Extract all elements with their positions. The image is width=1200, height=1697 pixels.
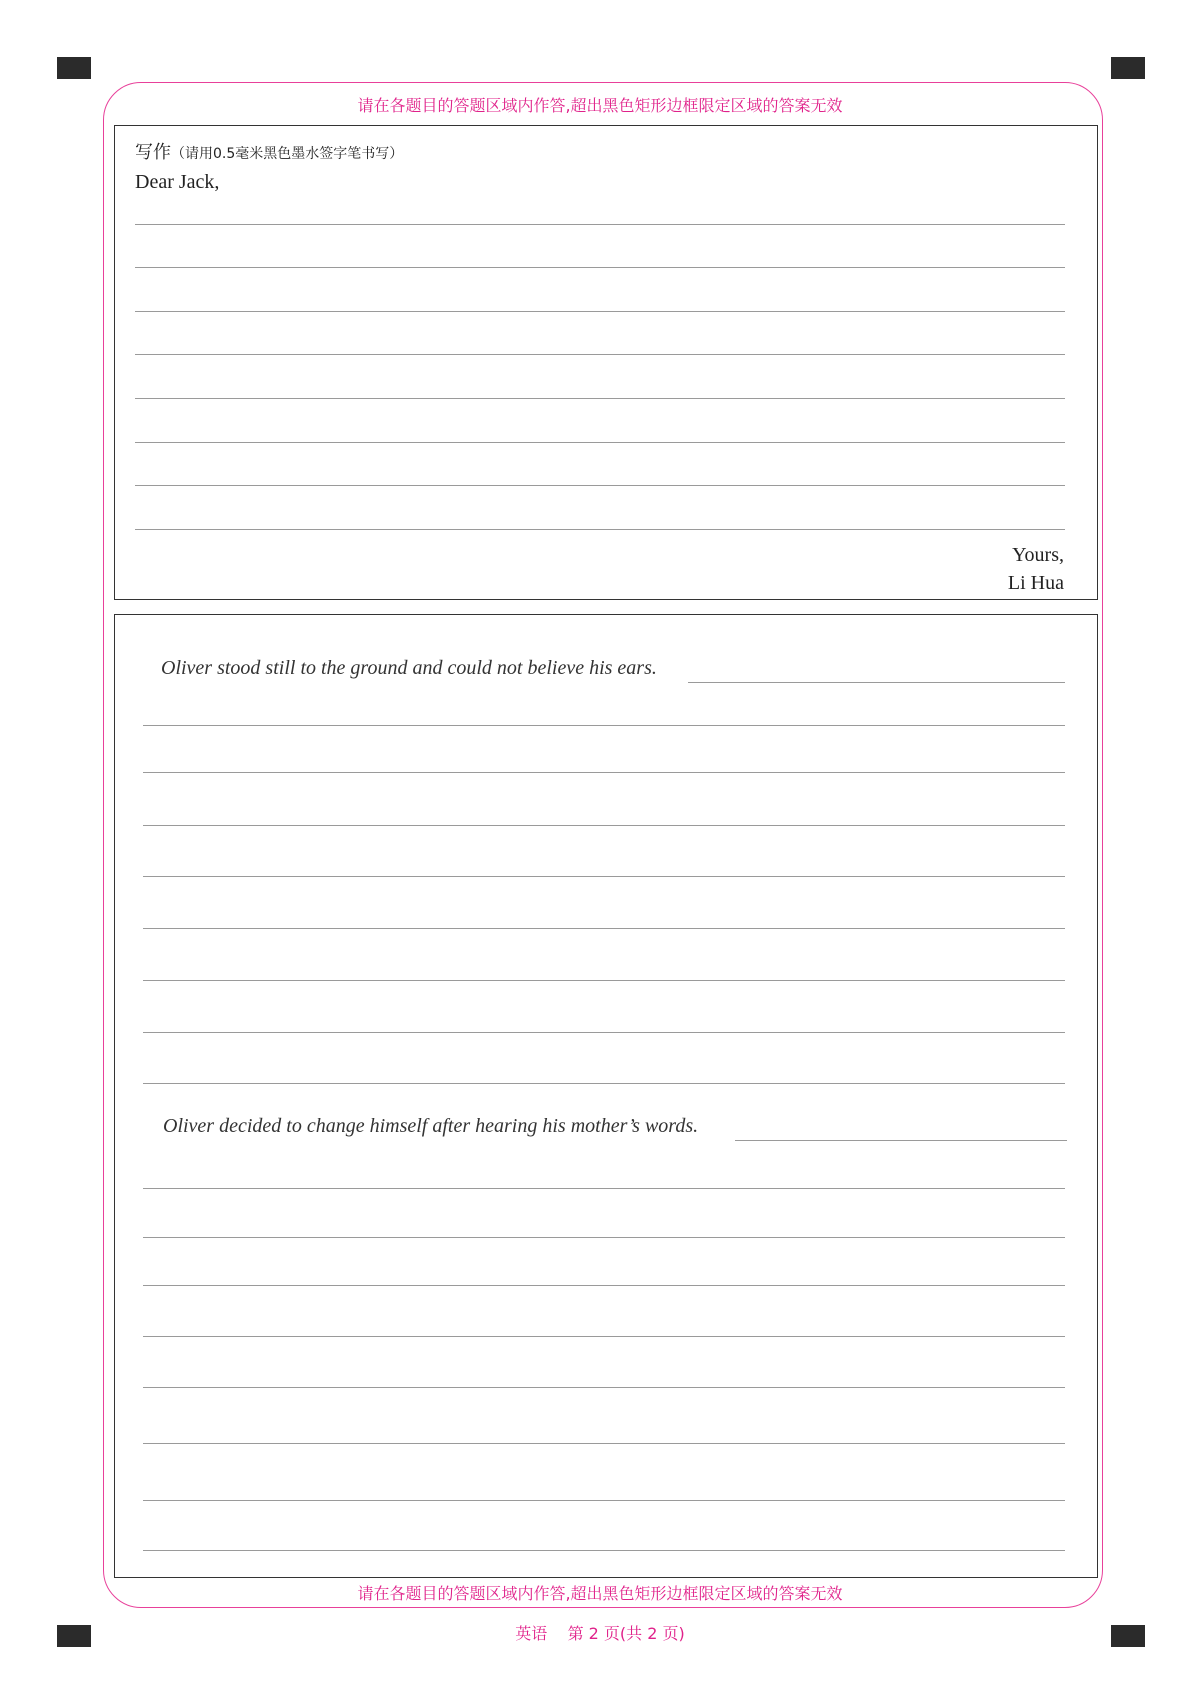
writing-line[interactable] [143, 1336, 1065, 1337]
writing-line[interactable] [143, 725, 1065, 726]
writing-line[interactable] [135, 354, 1065, 355]
writing-line[interactable] [143, 1443, 1065, 1444]
writing-line[interactable] [135, 485, 1065, 486]
continuation-prompt-1: Oliver stood still to the ground and could not believe his ears. [161, 657, 657, 679]
registration-mark-top-right [1111, 57, 1145, 79]
writing-line[interactable] [143, 1188, 1065, 1189]
writing-box [114, 125, 1098, 600]
writing-line[interactable] [143, 1550, 1065, 1551]
writing-line[interactable] [143, 980, 1065, 981]
writing-line[interactable] [143, 772, 1065, 773]
salutation: Dear Jack, [135, 171, 220, 193]
continuation-box [114, 614, 1098, 1578]
signature: Li Hua [1007, 572, 1064, 594]
writing-line[interactable] [135, 442, 1065, 443]
writing-line[interactable] [135, 398, 1065, 399]
writing-line[interactable] [143, 1500, 1065, 1501]
writing-line[interactable] [143, 876, 1065, 877]
page-footer [0, 1621, 1200, 1644]
bottom-notice: 请在各题目的答题区域内作答,超出黑色矩形边框限定区域的答案无效 [357, 1584, 843, 1603]
writing-line[interactable] [135, 267, 1065, 268]
writing-line[interactable] [143, 1285, 1065, 1286]
footer-page-number: 第 2 页(共 2 页) [567, 1624, 685, 1643]
writing-line[interactable] [143, 1083, 1065, 1084]
top-notice: 请在各题目的答题区域内作答,超出黑色矩形边框限定区域的答案无效 [357, 96, 843, 115]
registration-mark-top-left [57, 57, 91, 79]
writing-line[interactable] [143, 928, 1065, 929]
footer-subject: 英语 [515, 1624, 548, 1643]
writing-line[interactable] [143, 1237, 1065, 1238]
writing-line[interactable] [143, 1032, 1065, 1033]
continuation-prompt-2: Oliver decided to change himself after hearing his mother’s words. [163, 1115, 699, 1137]
prompt2-answer-line[interactable] [735, 1140, 1067, 1141]
writing-line[interactable] [135, 529, 1065, 530]
closing: Yours, [1012, 544, 1064, 566]
writing-line[interactable] [135, 224, 1065, 225]
writing-line[interactable] [143, 1387, 1065, 1388]
writing-title [135, 138, 403, 164]
writing-line[interactable] [135, 311, 1065, 312]
writing-instruction: （请用0.5毫米黑色墨水签字笔书写） [171, 146, 404, 162]
prompt1-answer-line[interactable] [688, 682, 1065, 683]
writing-title-label: 写作 [135, 142, 171, 163]
writing-line[interactable] [143, 825, 1065, 826]
